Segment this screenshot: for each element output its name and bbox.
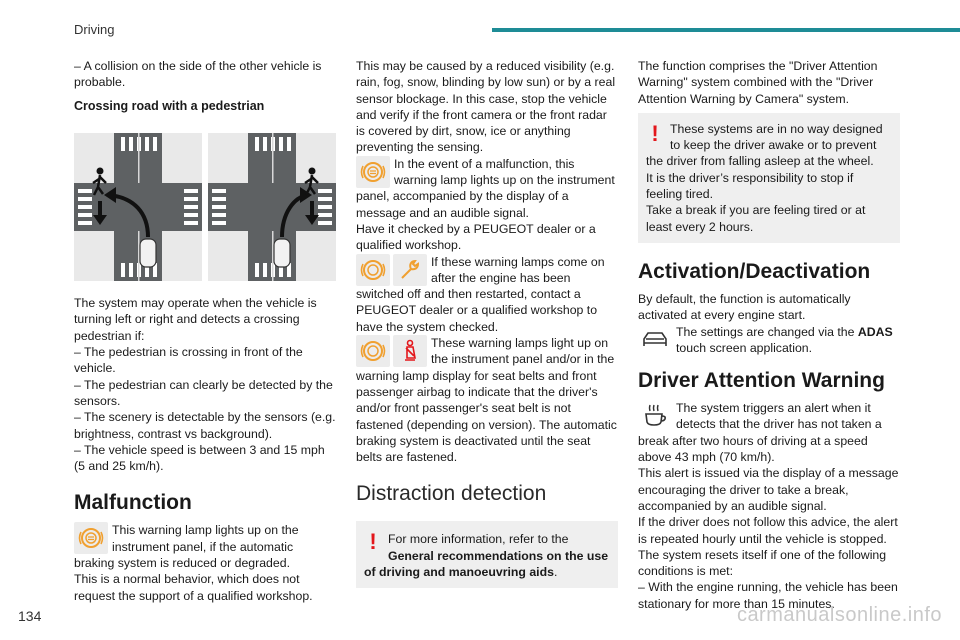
warning-lamps-pair: [356, 254, 427, 286]
warning-line-1: These systems are in no way designed to keep the driver awake or to prevent the driver from falling asleep at the wheel.: [646, 121, 883, 169]
pedestrian-crossing-illustration: [74, 133, 336, 281]
adas-app-name: ADAS: [857, 324, 893, 339]
note-text: For more information, refer to the General recommendations on the use of driving and manoeuvring aids.: [364, 532, 609, 580]
function-comprises-paragraph: The function comprises the "Driver Attention Warning" system combined with the "Driver Attention Warning by Camera" system.: [638, 59, 878, 106]
restart-lamps-paragraph: If these warning lamps come on after the engine has been switched off and then restarted, contact a PEUGEOT dealer or a qualified workshop to have the system checked.: [356, 254, 605, 334]
collision-line: – A collision on the side of the other vehicle is probable.: [74, 59, 322, 90]
brake-warning-lamp-icon: [356, 156, 390, 188]
daw-reset-paragraph: The system resets itself if one of the following conditions is met:: [638, 547, 887, 579]
daw-trigger-paragraph: The system triggers an alert when it detects that the driver has not taken a break after two hours of driving at a speed above 43 mph (70 km/h).: [638, 401, 882, 465]
settings-paragraph: The settings are changed via the ADAS touch screen application.: [676, 324, 893, 355]
condition-item: – The scenery is detectable by the sensors (e.g. brightness, contrast vs background).: [74, 410, 336, 441]
header-accent-bar: [492, 28, 960, 32]
malfunction-lamp-paragraph: In the event of a malfunction, this warning lamp lights up on the instrument panel, accompanied by the display of a message and an audible signal.: [356, 156, 615, 220]
distraction-detection-heading: Distraction detection: [356, 482, 547, 506]
general-recommendations-note: [356, 521, 618, 588]
operate-conditions-intro: The system may operate when the vehicle is turning left or right and detects a crossing pedestrian if:: [74, 296, 317, 343]
column-2: [356, 58, 618, 588]
running-header: Driving: [74, 22, 115, 37]
driver-attention-warning-heading: Driver Attention Warning: [638, 369, 885, 393]
dealer-check-line: Have it checked by a PEUGEOT dealer or a qualified workshop.: [356, 221, 596, 253]
page-number: 134: [18, 608, 42, 624]
column-3: [638, 58, 900, 612]
warning-exclamation-icon: !: [369, 529, 377, 555]
condition-item: – The pedestrian can clearly be detected by the sensors.: [74, 377, 333, 408]
visibility-paragraph: This may be caused by a reduced visibility (e.g. rain, fog, snow, blinding by low sun) or by a real sensor blockage. In this case, stop the vehicle and verify if the front camera or the front radar is covered by dirt, snow, ice or anything preventing the sensing.: [356, 59, 616, 155]
malfunction-text: This warning lamp lights up on the instrument panel, if the automatic braking system is reduced or degraded.: [74, 523, 299, 571]
seatbelt-paragraph: These warning lamps light up on the instrument panel and/or in the warning lamp display for seat belts and front passenger airbag to indicate that the driver's and/or front passenger's seat belt is not fastened (depending on version). The automatic braking system is deactivated until the seat belts are fastened.: [356, 336, 617, 465]
seatbelt-lamps-pair: [356, 335, 427, 367]
site-watermark: carmanualsonline.info: [736, 604, 942, 626]
daw-message-paragraph: This alert is issued via the display of a message encouraging the driver to take a break, accompanied by an audible signal.: [638, 466, 899, 513]
activation-heading: Activation/Deactivation: [638, 259, 871, 283]
note-link-text[interactable]: General recommendations on the use of driving and manoeuvring aids: [364, 548, 609, 580]
wrench-icon: [393, 254, 427, 286]
condition-item: – The vehicle speed is between 3 and 15 mph (5 and 25 km/h).: [74, 442, 325, 474]
driver-awake-warning: [638, 113, 900, 243]
malfunction-heading: Malfunction: [74, 491, 192, 515]
malfunction-text-2: This is a normal behavior, which does not request the support of a qualified workshop.: [74, 572, 313, 603]
brake-warning-lamp-icon: [356, 335, 390, 367]
condition-item: – The pedestrian is crossing in front of the vehicle.: [74, 345, 303, 376]
coffee-cup-icon: [638, 400, 672, 430]
brake-warning-lamp-icon: [356, 254, 390, 286]
daw-repeat-paragraph: If the driver does not follow this advice, the alert is repeated hourly until the vehicle is stopped.: [638, 515, 898, 546]
seatbelt-icon: [393, 335, 427, 367]
daw-reset-condition: – With the engine running, the vehicle has been stationary for more than 15 minutes.: [638, 580, 898, 611]
car-icon: [638, 324, 672, 354]
brake-warning-lamp-icon: [74, 522, 108, 554]
column-1: [74, 58, 336, 604]
warning-exclamation-icon: !: [651, 120, 659, 146]
activation-paragraph: By default, the function is automatically activated at every engine start.: [638, 291, 851, 323]
crossing-road-heading: Crossing road with a pedestrian: [74, 98, 265, 113]
warning-line-3: Take a break if you are feeling tired or at least every 2 hours.: [646, 203, 866, 234]
warning-line-2: It is the driver’s responsibility to stop if feeling tired.: [646, 170, 854, 202]
